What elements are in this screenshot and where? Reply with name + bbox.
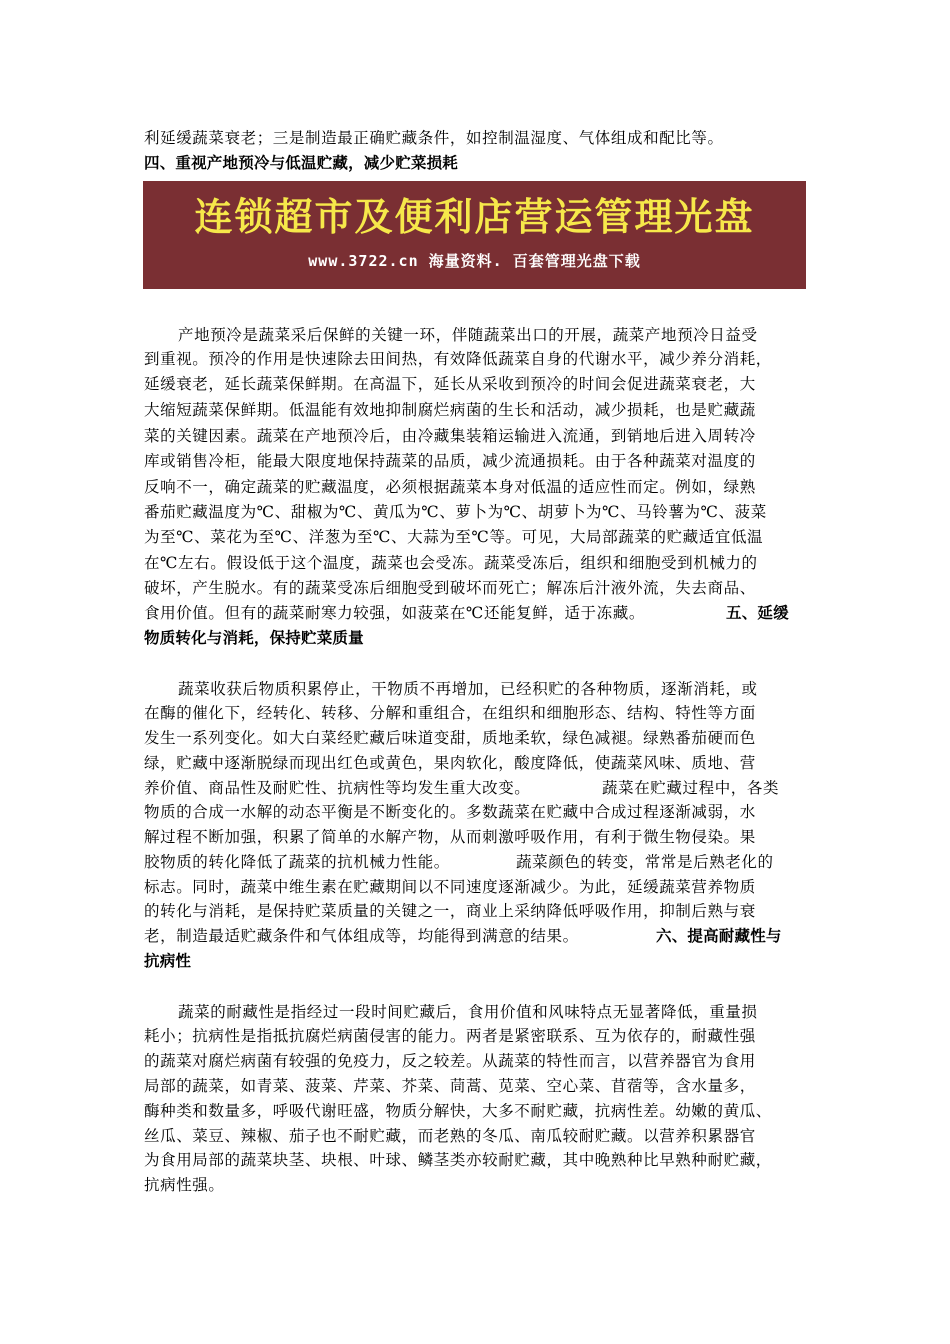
paragraph-1-line: 产地预冷是蔬菜采后保鲜的关键一环，伴随蔬菜出口的开展，蔬菜产地预冷日益受 bbox=[178, 326, 758, 344]
section-heading-5-start: 五、延缓 bbox=[726, 603, 789, 622]
paragraph-2-line: 养价值、商品性及耐贮性、抗病性等均发生重大改变。 bbox=[144, 779, 531, 797]
paragraph-2-line: 蔬菜颜色的转变，常常是后熟老化的 bbox=[516, 853, 774, 871]
paragraph-2-line: 标志。同时，蔬菜中维生素在贮藏期间以不同速度逐渐减少。为此，延缓蔬菜营养物质 bbox=[144, 878, 756, 896]
paragraph-2-line: 在酶的催化下，经转化、转移、分解和重组合，在组织和细胞形态、结构、特性等方面 bbox=[144, 704, 756, 722]
paragraph-3-line: 蔬菜的耐藏性是指经过一段时间贮藏后，食用价值和风味特点无显著降低，重量损 bbox=[178, 1003, 758, 1021]
paragraph-1-line: 为至℃、菜花为至℃、洋葱为至℃、大蒜为至℃等。可见，大局部蔬菜的贮藏适宜低温 bbox=[144, 528, 764, 546]
paragraph-3-line: 抗病性强。 bbox=[144, 1176, 225, 1194]
paragraph-2-line: 解过程不断加强，积累了简单的水解产物，从而刺激呼吸作用，有利于微生物侵染。果 bbox=[144, 828, 756, 846]
paragraph-3-line: 酶种类和数量多，呼吸代谢旺盛，物质分解快，大多不耐贮藏，抗病性差。幼嫩的黄瓜、 bbox=[144, 1102, 772, 1120]
paragraph-2-line: 蔬菜收获后物质积累停止，干物质不再增加，已经积贮的各种物质，逐渐消耗，或 bbox=[178, 680, 758, 698]
paragraph-3-line: 耗小；抗病性是指抵抗腐烂病菌侵害的能力。两者是紧密联系、互为依存的，耐藏性强 bbox=[144, 1027, 756, 1045]
paragraph-2-line: 绿，贮藏中逐渐脱绿而现出红色或黄色，果肉软化，酸度降低，使蔬菜风味、质地、营 bbox=[144, 754, 756, 772]
paragraph-1-line: 食用价值。但有的蔬菜耐寒力较强，如菠菜在℃还能复鲜，适于冻藏。 bbox=[144, 604, 645, 622]
paragraph-1-line: 菜的关键因素。蔬菜在产地预冷后，由冷藏集装箱运输进入流通，到销地后进入周转冷 bbox=[144, 427, 756, 445]
paragraph-3-line: 局部的蔬菜，如青菜、菠菜、芹菜、芥菜、茼蒿、苋菜、空心菜、苜蓿等，含水量多， bbox=[144, 1077, 756, 1095]
paragraph-1-line: 大缩短蔬菜保鲜期。低温能有效地抑制腐烂病菌的生长和活动，减少损耗，也是贮藏蔬 bbox=[144, 401, 756, 419]
paragraph-1-line: 在℃左右。假设低于这个温度，蔬菜也会受冻。蔬菜受冻后，组织和细胞受到机械力的 bbox=[144, 554, 758, 572]
paragraph-1-line: 延缓衰老，延长蔬菜保鲜期。在高温下，延长从采收到预冷的时间会促进蔬菜衰老，大 bbox=[144, 375, 756, 393]
banner-subtitle: www.3722.cn 海量资料. 百套管理光盘下载 bbox=[308, 252, 641, 270]
paragraph-2-line: 发生一系列变化。如大白菜经贮藏后味道变甜，质地柔软，绿色减褪。绿熟番茄硬而色 bbox=[144, 729, 756, 747]
paragraph-1-line: 库或销售冷柜，能最大限度地保持蔬菜的品质，减少流通损耗。由于各种蔬菜对温度的 bbox=[144, 452, 756, 470]
paragraph-2-line: 老，制造最适贮藏条件和气体组成等，均能得到满意的结果。 bbox=[144, 927, 579, 945]
paragraph-3-line: 的蔬菜对腐烂病菌有较强的免疫力，反之较差。从蔬菜的特性而言，以营养器官为食用 bbox=[144, 1052, 756, 1070]
paragraph-3-line: 丝瓜、菜豆、辣椒、茄子也不耐贮藏，而老熟的冬瓜、南瓜较耐贮藏。以营养积累器官 bbox=[144, 1127, 756, 1145]
paragraph-1-line: 破坏，产生脱水。有的蔬菜受冻后细胞受到破坏而死亡；解冻后汁液外流，失去商品、 bbox=[144, 579, 756, 597]
paragraph-2-line: 物质的合成一水解的动态平衡是不断变化的。多数蔬菜在贮藏中合成过程逐渐减弱，水 bbox=[144, 803, 756, 821]
section-heading-5-end: 物质转化与消耗，保持贮菜质量 bbox=[144, 628, 364, 647]
paragraph-2-line: 胶物质的转化降低了蔬菜的抗机械力性能。 bbox=[144, 853, 450, 871]
paragraph-1-line: 番茄贮藏温度为℃、甜椒为℃、黄瓜为℃、萝卜为℃、胡萝卜为℃、马铃薯为℃、菠菜 bbox=[144, 503, 767, 521]
section-heading-6-end: 抗病性 bbox=[144, 951, 192, 970]
ad-banner[interactable] bbox=[143, 181, 806, 289]
paragraph-3-line: 为食用局部的蔬菜块茎、块根、叶球、鳞茎类亦较耐贮藏，其中晚熟种比早熟种耐贮藏， bbox=[144, 1151, 772, 1169]
banner-title: 连锁超市及便利店营运管理光盘 bbox=[194, 195, 755, 239]
paragraph-2-line: 蔬菜在贮藏过程中，各类 bbox=[602, 779, 780, 797]
continuation-text: 利延缓蔬菜衰老；三是制造最正确贮藏条件，如控制温湿度、气体组成和配比等。 bbox=[144, 129, 724, 147]
paragraph-1-line: 反响不一，确定蔬菜的贮藏温度，必须根据蔬菜本身对低温的适应性而定。例如，绿熟 bbox=[144, 478, 756, 496]
section-heading-6-start: 六、提高耐藏性与 bbox=[656, 926, 782, 945]
section-heading-4: 四、重视产地预冷与低温贮藏，减少贮菜损耗 bbox=[144, 153, 459, 172]
paragraph-1-line: 到重视。预冷的作用是快速除去田间热，有效降低蔬菜自身的代谢水平，减少养分消耗， bbox=[144, 350, 772, 368]
paragraph-2-line: 的转化与消耗，是保持贮菜质量的关键之一，商业上采纳降低呼吸作用，抑制后熟与衰 bbox=[144, 902, 756, 920]
